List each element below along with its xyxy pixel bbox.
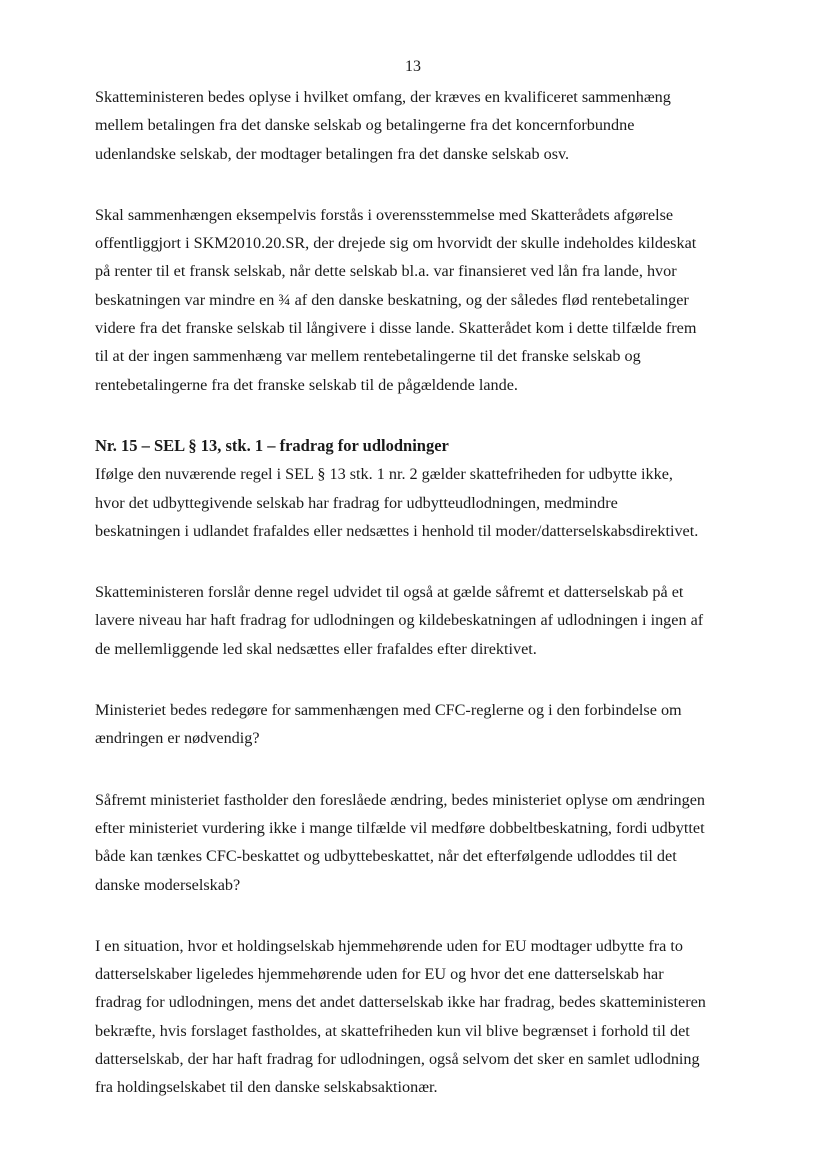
text-line: både kan tænkes CFC-beskattet og udbyttebeskattet, når det efterfølgende udloddes til det: [95, 847, 677, 866]
text-line: bekræfte, hvis forslaget fastholdes, at skattefriheden kun vil blive begrænset i forhold til det: [95, 1021, 690, 1040]
text-line: I en situation, hvor et holdingselskab hjemmehørende uden for EU modtager udbytte fra to: [95, 936, 683, 955]
page-number: 13: [405, 58, 421, 75]
section-heading: Nr. 15 – SEL § 13, stk. 1 – fradrag for udlodninger: [95, 435, 449, 455]
text-line: Skal sammenhængen eksempelvis forstås i overensstemmelse med Skatterådets afgørelse: [95, 205, 674, 224]
text-line: efter ministeriet vurdering ikke i mange tilfælde vil medføre dobbeltbeskatning, fordi udbyttet: [95, 818, 705, 837]
text-line: fradrag for udlodningen, mens det andet datterselskab ikke har fradrag, bedes skatteministeren: [95, 993, 706, 1012]
text-line: mellem betalingen fra det danske selskab og betalingerne fra det koncernforbundne: [95, 116, 635, 135]
paragraph-1: [95, 83, 735, 168]
text-line: datterselskaber ligeledes hjemmehørende uden for EU og hvor det ene datterselskab har: [95, 965, 664, 984]
text-line: de mellemliggende led skal nedsættes eller frafaldes efter direktivet.: [95, 639, 537, 658]
text-line: ændringen er nødvendig?: [95, 729, 260, 748]
paragraph-5: [95, 696, 735, 753]
text-line: Ministeriet bedes redegøre for sammenhængen med CFC-reglerne og i den forbindelse om: [95, 701, 682, 720]
text-line: Såfremt ministeriet fastholder den foreslåede ændring, bedes ministeriet oplyse om ændringen: [95, 790, 706, 809]
text-line: på renter til et fransk selskab, når dette selskab bl.a. var finansieret ved lån fra lande, hvor: [95, 262, 677, 281]
paragraph-3: [95, 460, 735, 545]
paragraph-2: [95, 201, 735, 399]
paragraph-6: [95, 786, 735, 899]
document-body: [95, 83, 735, 1135]
text-line: Skatteministeren forslår denne regel udvidet til også at gælde såfremt et datterselskab på et: [95, 583, 684, 602]
text-line: Skatteministeren bedes oplyse i hvilket omfang, der kræves en kvalificeret sammenhæng: [95, 88, 671, 106]
paragraph-4: [95, 578, 735, 663]
text-line: udenlandske selskab, der modtager betalingen fra det danske selskab osv.: [95, 144, 570, 163]
text-line: rentebetalingerne fra det franske selskab til de pågældende lande.: [95, 375, 518, 394]
text-line: datterselskab, der har haft fradrag for udlodningen, også selvom det sker en samlet udlodning: [95, 1050, 700, 1069]
text-line: beskatningen var mindre en ¾ af den danske beskatning, og der således flød rentebetalinger: [95, 290, 689, 309]
text-line: offentliggjort i SKM2010.20.SR, der drejede sig om hvorvidt der skulle indeholdes kildeskat: [95, 234, 697, 253]
text-line: Ifølge den nuværende regel i SEL § 13 stk. 1 nr. 2 gælder skattefriheden for udbytte ikke,: [95, 465, 673, 484]
text-line: fra holdingselskabet til den danske selskabsaktionær.: [95, 1078, 438, 1097]
text-line: lavere niveau har haft fradrag for udlodningen og kildebeskatningen af udlodningen i ingen af: [95, 611, 704, 630]
text-line: beskatningen i udlandet frafaldes eller nedsættes i henhold til moder/datterselskabsdirektivet.: [95, 521, 699, 540]
text-line: videre fra det franske selskab til långivere i disse lande. Skatterådet kom i dette tilfælde frem: [95, 319, 697, 338]
paragraph-7: [95, 932, 735, 1102]
text-line: danske moderselskab?: [95, 875, 241, 894]
text-line: til at der ingen sammenhæng var mellem rentebetalingerne til det franske selskab og: [95, 347, 641, 366]
text-line: hvor det udbyttegivende selskab har fradrag for udbytteudlodningen, medmindre: [95, 493, 618, 512]
